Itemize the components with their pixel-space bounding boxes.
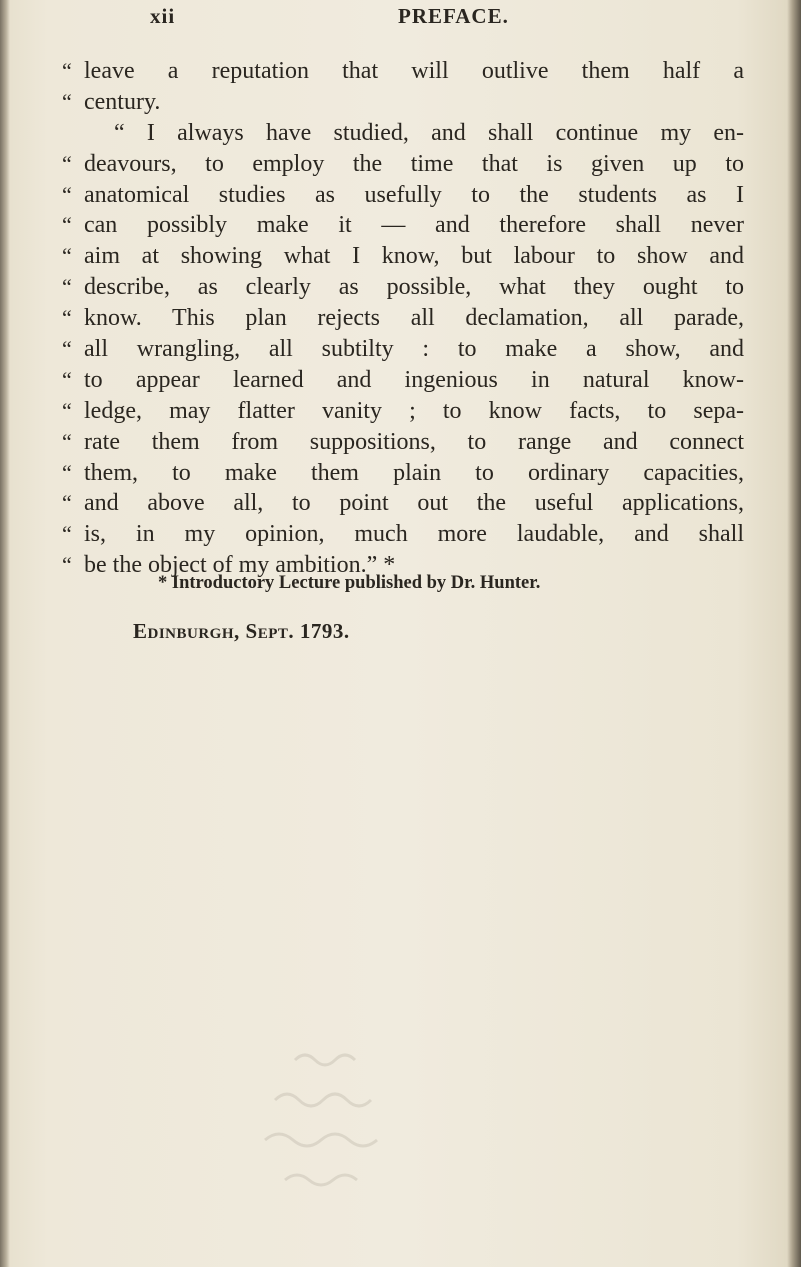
show-through-text — [255, 1040, 515, 1210]
line-text: can possibly make it — and therefore shall never — [84, 212, 744, 239]
running-title: PREFACE. — [398, 4, 509, 28]
quote-mark: “ — [62, 336, 72, 362]
quote-mark: “ — [62, 181, 72, 207]
line-text: “ I always have studied, and shall continue my en- — [114, 119, 744, 146]
quote-mark: “ — [62, 88, 72, 114]
text-line — [62, 427, 744, 458]
line-text: aim at showing what I know, but labour to show and — [84, 243, 744, 270]
line-text: anatomical studies as usefully to the students as I — [84, 181, 744, 208]
line-text: is, in my opinion, much more laudable, and shall — [84, 521, 744, 548]
quote-mark: “ — [62, 459, 72, 485]
quote-mark: “ — [62, 521, 72, 547]
quote-mark: “ — [62, 150, 72, 176]
text-line — [62, 56, 744, 87]
place-and-date: Edinburgh, Sept. 1793. — [133, 619, 350, 643]
text-line — [84, 118, 744, 149]
quote-mark: “ — [62, 274, 72, 300]
quote-mark: “ — [62, 305, 72, 331]
quote-mark: “ — [62, 58, 72, 83]
line-text: know. This plan rejects all declamation, all parade, — [84, 305, 744, 332]
line-text: ledge, may flatter vanity ; to know facts, to sepa- — [84, 397, 744, 424]
text-line — [62, 241, 744, 272]
text-line — [62, 519, 744, 550]
body-text — [62, 56, 744, 581]
page-gutter-shadow — [0, 0, 10, 1267]
text-line — [62, 210, 744, 241]
running-head — [150, 4, 630, 36]
line-text: and above all, to point out the useful applications, — [84, 490, 744, 517]
line-text: be the object of my ambition.” * — [84, 552, 396, 579]
text-line — [62, 396, 744, 427]
line-text: leave a reputation that will outlive them half a — [84, 58, 744, 84]
quote-mark: “ — [62, 212, 72, 238]
line-text: deavours, to employ the time that is given up to — [84, 150, 744, 177]
page-edge-shadow — [787, 0, 801, 1267]
text-line — [62, 303, 744, 334]
quote-mark: “ — [62, 428, 72, 454]
text-line — [62, 180, 744, 211]
text-line — [62, 149, 744, 180]
text-line — [62, 87, 744, 118]
page-number: xii — [150, 4, 176, 28]
line-text: rate them from suppositions, to range and connect — [84, 428, 744, 455]
text-line — [62, 272, 744, 303]
line-text: century. — [84, 88, 161, 115]
quote-mark: “ — [62, 243, 72, 269]
line-text: to appear learned and ingenious in natural know- — [84, 366, 744, 393]
text-line — [62, 488, 744, 519]
quote-mark: “ — [62, 490, 72, 516]
text-line — [62, 365, 744, 396]
quote-mark: “ — [62, 552, 72, 578]
quote-mark: “ — [62, 366, 72, 392]
line-text: describe, as clearly as possible, what they ought to — [84, 274, 744, 301]
quote-mark: “ — [62, 397, 72, 423]
footnote: * Introductory Lecture published by Dr. Hunter. — [158, 573, 541, 593]
line-text: them, to make them plain to ordinary capacities, — [84, 459, 744, 486]
text-line — [62, 334, 744, 365]
line-text: all wrangling, all subtilty : to make a show, and — [84, 336, 744, 363]
text-line — [62, 458, 744, 489]
